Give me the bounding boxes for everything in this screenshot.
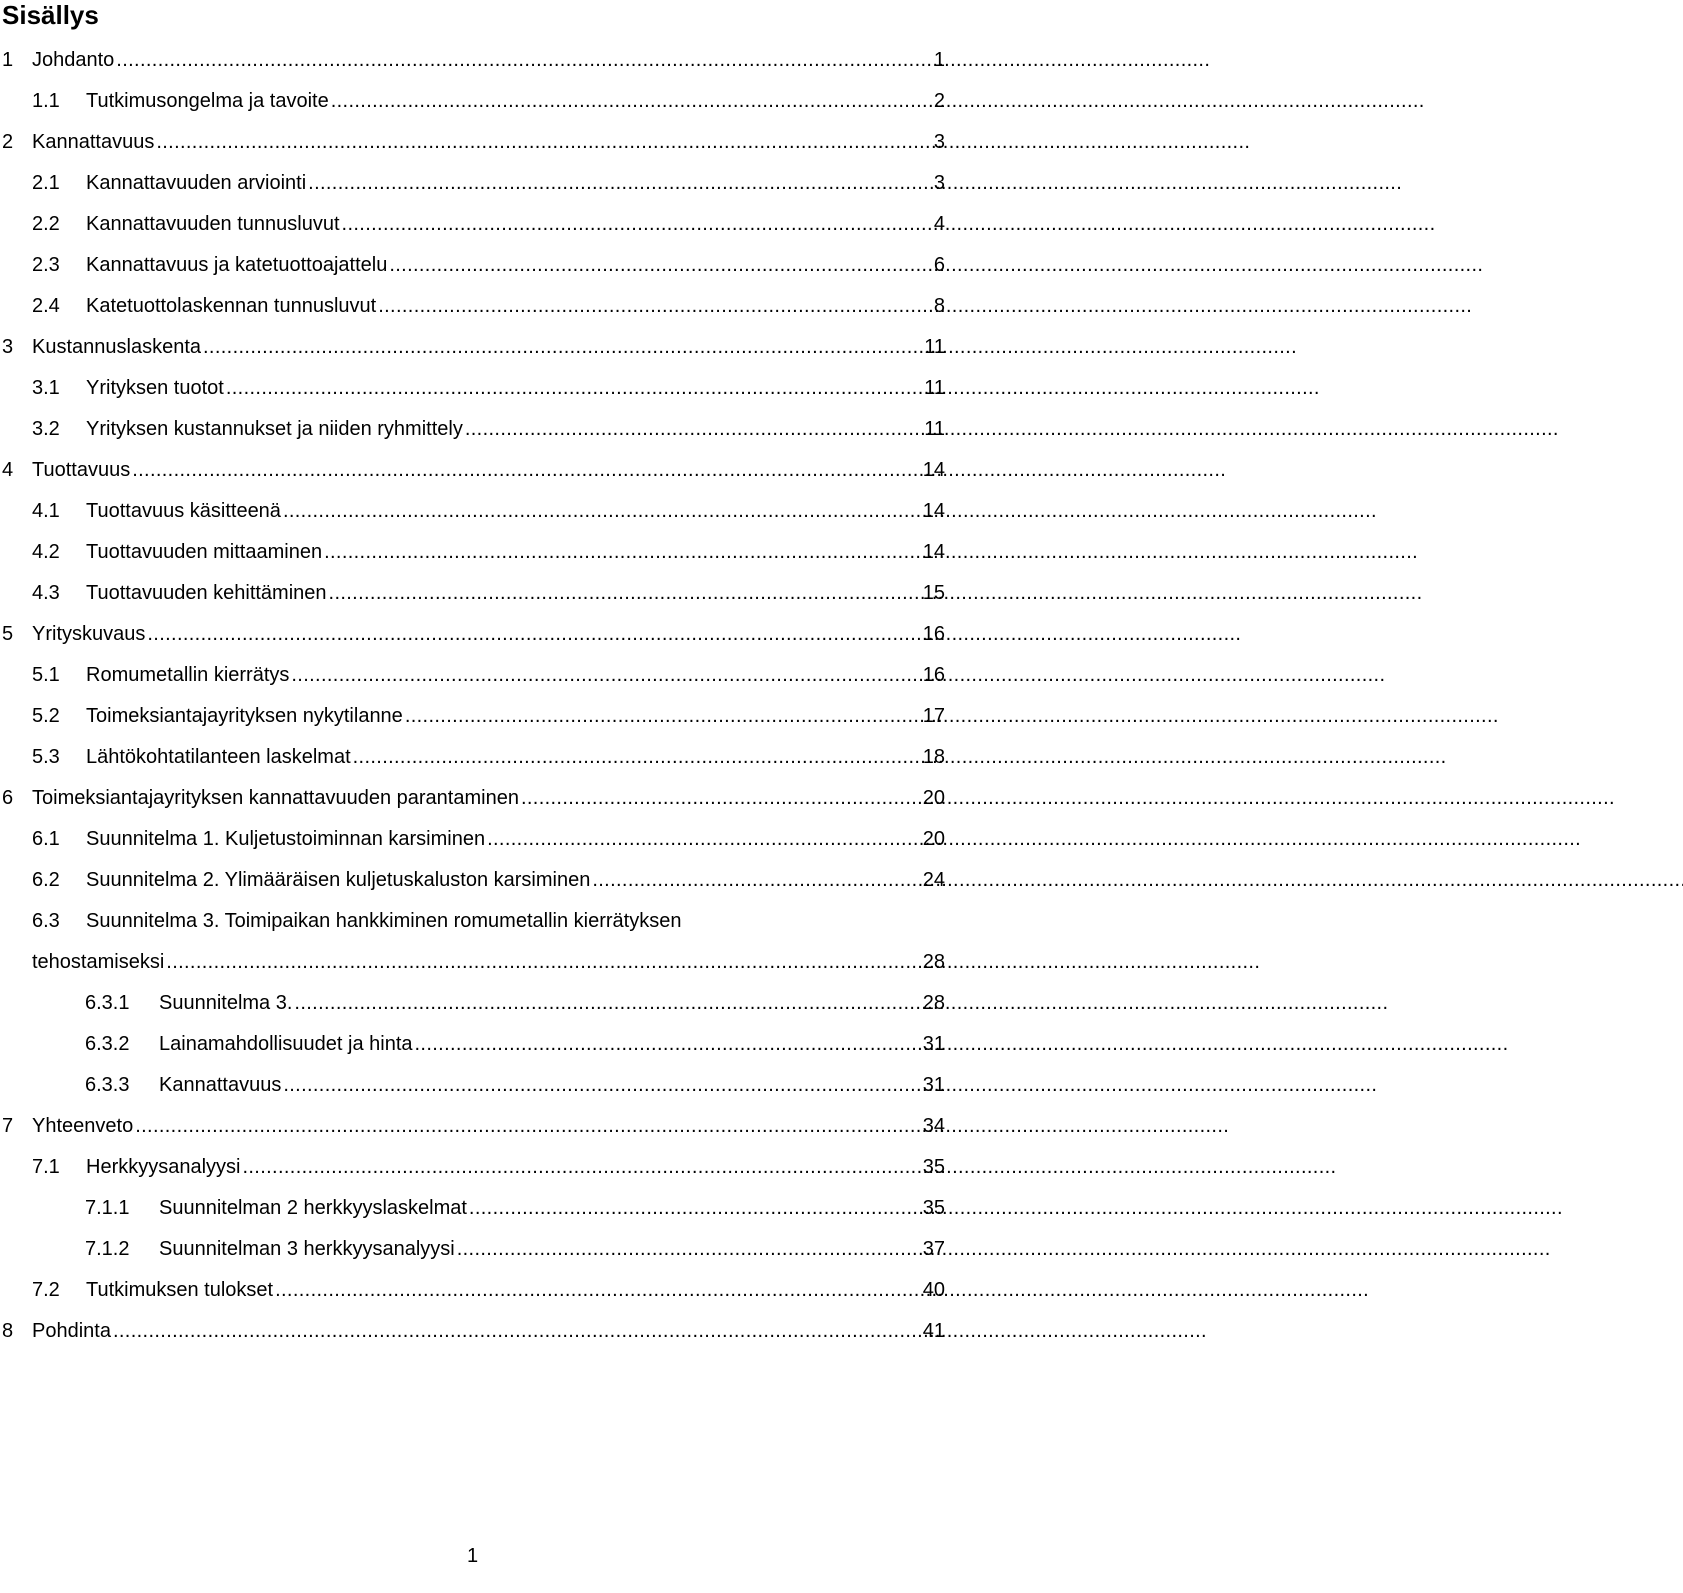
toc-dot-leader (308, 163, 932, 204)
toc-entry-page: 20 (922, 828, 945, 850)
toc-entry-title: Tuottavuus käsitteenä (86, 500, 281, 522)
toc-entry[interactable] (0, 942, 945, 983)
toc-dot-leader (389, 245, 932, 286)
toc-entry-number: 6 (2, 787, 14, 809)
toc-entry[interactable] (0, 450, 945, 491)
toc-entry-number: 7.2 (32, 1279, 60, 1301)
toc-entry[interactable] (0, 81, 945, 122)
toc-entry-title: Suunnitelma 3. Toimipaikan hankkiminen romumetallin kierrätyksen (86, 910, 682, 932)
toc-dot-leader (132, 450, 921, 491)
toc-entry-number: 3 (2, 336, 14, 358)
toc-entry[interactable] (0, 1065, 945, 1106)
toc-entry-title: Toimeksiantajayrityksen kannattavuuden parantaminen (32, 787, 519, 809)
toc-entry-number: 7 (2, 1115, 14, 1137)
toc-entry[interactable] (0, 327, 945, 368)
toc-dot-leader (465, 409, 922, 450)
toc-entry-title: Kannattavuus (32, 131, 155, 153)
toc-entry-number: 7.1 (32, 1156, 60, 1178)
toc-entry-title: Herkkyysanalyysi (86, 1156, 241, 1178)
toc-entry-title: Kannattavuus (159, 1074, 282, 1096)
toc-entry-page: 35 (922, 1156, 945, 1178)
toc-entry[interactable] (0, 778, 945, 819)
toc-entry-page: 34 (922, 1115, 945, 1137)
toc-entry-title: Yhteenveto (32, 1115, 134, 1137)
toc-entry-title: Tutkimuksen tulokset (86, 1279, 274, 1301)
toc-dot-leader (147, 614, 920, 655)
toc-entry[interactable] (0, 901, 945, 942)
toc-dot-leader (291, 655, 920, 696)
toc-entry[interactable] (0, 1270, 945, 1311)
toc-entry[interactable] (0, 491, 945, 532)
toc-entry-number: 4 (2, 459, 14, 481)
page-number: 1 (466, 1545, 479, 1567)
toc-entry-page: 2 (933, 90, 945, 112)
toc-entry-number: 4.1 (32, 500, 60, 522)
toc-entry-number: 5.3 (32, 746, 60, 768)
toc-entry-page: 1 (933, 49, 945, 71)
toc-entry-title: Yrityksen tuotot (86, 377, 224, 399)
toc-entry-title: Kannattavuuden arviointi (86, 172, 307, 194)
toc-entry[interactable] (0, 614, 945, 655)
toc-entry-number: 2.1 (32, 172, 60, 194)
toc-entry-title: Suunnitelma 2. Ylimääräisen kuljetuskaluston karsiminen (86, 869, 591, 891)
page-title: Sisällys (2, 0, 99, 30)
toc-entry-page: 8 (933, 295, 945, 317)
toc-dot-leader (331, 81, 932, 122)
toc-entry-number: 3.2 (32, 418, 60, 440)
toc-entry-title: Suunnitelma 3. (159, 992, 293, 1014)
toc-entry[interactable] (0, 819, 945, 860)
toc-entry-title: Yrityksen kustannukset ja niiden ryhmittely (86, 418, 463, 440)
toc-entry-number: 1 (2, 49, 14, 71)
toc-entry-number: 4.3 (32, 582, 60, 604)
toc-entry[interactable] (0, 286, 945, 327)
toc-dot-leader (242, 1147, 920, 1188)
toc-entry[interactable] (0, 1024, 945, 1065)
toc-entry-page: 11 (924, 418, 945, 440)
toc-entry-title: Pohdinta (32, 1320, 111, 1342)
toc-entry-number: 8 (2, 1320, 14, 1342)
toc-entry-title: Romumetallin kierrätys (86, 664, 290, 686)
toc-dot-leader (487, 819, 921, 860)
toc-entry-number: 6.3.3 (85, 1074, 130, 1096)
toc-entry-title: Tuottavuuden mittaaminen (86, 541, 323, 563)
toc-entry[interactable] (0, 1311, 945, 1352)
toc-dot-leader (469, 1188, 921, 1229)
toc-dot-leader (415, 1024, 921, 1065)
toc-dot-leader (116, 40, 932, 81)
toc-entry-page: 11 (924, 336, 945, 358)
toc-entry[interactable] (0, 1147, 945, 1188)
toc-dot-leader (203, 327, 922, 368)
toc-entry-number: 6.3.2 (85, 1033, 130, 1055)
toc-entry-page: 3 (933, 172, 945, 194)
toc-entry-page: 24 (922, 869, 945, 891)
toc-dot-leader (135, 1106, 921, 1147)
toc-entry-title: Tuottavuus (32, 459, 131, 481)
toc-entry-title: tehostamiseksi (32, 951, 165, 973)
toc-entry-page: 17 (922, 705, 945, 727)
toc-entry-title: Lähtökohtatilanteen laskelmat (86, 746, 351, 768)
toc-entry-number: 2 (2, 131, 14, 153)
toc-entry-number: 6.1 (32, 828, 60, 850)
toc-entry-title: Suunnitelma 1. Kuljetustoiminnan karsiminen (86, 828, 486, 850)
toc-entry-number: 1.1 (32, 90, 60, 112)
toc-dot-leader (378, 286, 932, 327)
toc-entry-number: 5.2 (32, 705, 60, 727)
toc-entry[interactable] (0, 860, 945, 901)
toc-entry[interactable] (0, 368, 945, 409)
toc-dot-leader (294, 983, 920, 1024)
toc-entry-number: 5 (2, 623, 14, 645)
toc-entry[interactable] (0, 573, 945, 614)
toc-entry-number: 3.1 (32, 377, 60, 399)
toc-entry-page: 3 (933, 131, 945, 153)
toc-entry[interactable] (0, 122, 945, 163)
toc-entry-page: 4 (933, 213, 945, 235)
toc-dot-leader (342, 204, 932, 245)
toc-dot-leader (283, 1065, 920, 1106)
toc-entry-page: 14 (922, 459, 945, 481)
toc-dot-leader (275, 1270, 921, 1311)
toc-entry-page: 35 (922, 1197, 945, 1219)
toc-entry-title: Kustannuslaskenta (32, 336, 202, 358)
toc-entry[interactable] (0, 163, 945, 204)
toc-entry-page: 31 (922, 1033, 945, 1055)
toc-entry-page: 20 (922, 787, 945, 809)
toc-entry-title: Johdanto (32, 49, 115, 71)
toc-entry-number: 2.4 (32, 295, 60, 317)
toc-entry-page: 41 (922, 1320, 945, 1342)
toc-entry-number: 2.2 (32, 213, 60, 235)
table-of-contents (0, 40, 945, 1352)
toc-entry[interactable] (0, 409, 945, 450)
toc-entry[interactable] (0, 737, 945, 778)
toc-entry-page: 18 (922, 746, 945, 768)
toc-entry-title: Kannattavuuden tunnusluvut (86, 213, 340, 235)
toc-entry-page: 14 (922, 541, 945, 563)
toc-entry-number: 5.1 (32, 664, 60, 686)
toc-entry-title: Tuottavuuden kehittäminen (86, 582, 327, 604)
toc-entry-page: 16 (922, 623, 945, 645)
toc-entry-page: 28 (922, 951, 945, 973)
toc-dot-leader (457, 1229, 921, 1270)
toc-dot-leader (113, 1311, 921, 1352)
toc-entry-number: 6.2 (32, 869, 60, 891)
toc-entry-title: Tutkimusongelma ja tavoite (86, 90, 329, 112)
toc-entry[interactable] (0, 245, 945, 286)
toc-entry-page: 11 (924, 377, 945, 399)
toc-dot-leader (521, 778, 921, 819)
toc-entry-page: 6 (933, 254, 945, 276)
toc-entry-number: 2.3 (32, 254, 60, 276)
toc-entry-title: Katetuottolaskennan tunnusluvut (86, 295, 377, 317)
toc-entry-page: 37 (922, 1238, 945, 1260)
toc-entry-title: Lainamahdollisuudet ja hinta (159, 1033, 413, 1055)
toc-entry-title: Kannattavuus ja katetuottoajattelu (86, 254, 388, 276)
toc-entry[interactable] (0, 532, 945, 573)
toc-entry[interactable] (0, 40, 945, 81)
toc-entry[interactable] (0, 1229, 945, 1270)
toc-dot-leader (405, 696, 921, 737)
toc-entry-page: 40 (922, 1279, 945, 1301)
toc-entry[interactable] (0, 1188, 945, 1229)
toc-entry-number: 7.1.2 (85, 1238, 130, 1260)
toc-entry-page: 28 (922, 992, 945, 1014)
toc-entry-number: 6.3.1 (85, 992, 130, 1014)
toc-dot-leader (353, 737, 921, 778)
toc-entry-number: 7.1.1 (85, 1197, 130, 1219)
toc-entry-page: 16 (922, 664, 945, 686)
toc-entry[interactable] (0, 204, 945, 245)
toc-entry-title: Suunnitelman 3 herkkyysanalyysi (159, 1238, 455, 1260)
toc-dot-leader (166, 942, 920, 983)
toc-dot-leader (329, 573, 921, 614)
toc-dot-leader (324, 532, 921, 573)
toc-entry[interactable] (0, 1106, 945, 1147)
toc-dot-leader (226, 368, 922, 409)
toc-entry-page: 31 (922, 1074, 945, 1096)
toc-entry-number: 4.2 (32, 541, 60, 563)
toc-entry[interactable] (0, 655, 945, 696)
toc-entry-page: 15 (922, 582, 945, 604)
toc-entry-title: Toimeksiantajayrityksen nykytilanne (86, 705, 403, 727)
toc-entry-title: Yrityskuvaus (32, 623, 146, 645)
toc-dot-leader (283, 491, 921, 532)
toc-entry-number: 6.3 (32, 910, 60, 932)
toc-entry-title: Suunnitelman 2 herkkyyslaskelmat (159, 1197, 467, 1219)
toc-dot-leader (156, 122, 932, 163)
toc-entry[interactable] (0, 983, 945, 1024)
toc-dot-leader (592, 860, 920, 901)
toc-entry[interactable] (0, 696, 945, 737)
toc-entry-page: 14 (922, 500, 945, 522)
